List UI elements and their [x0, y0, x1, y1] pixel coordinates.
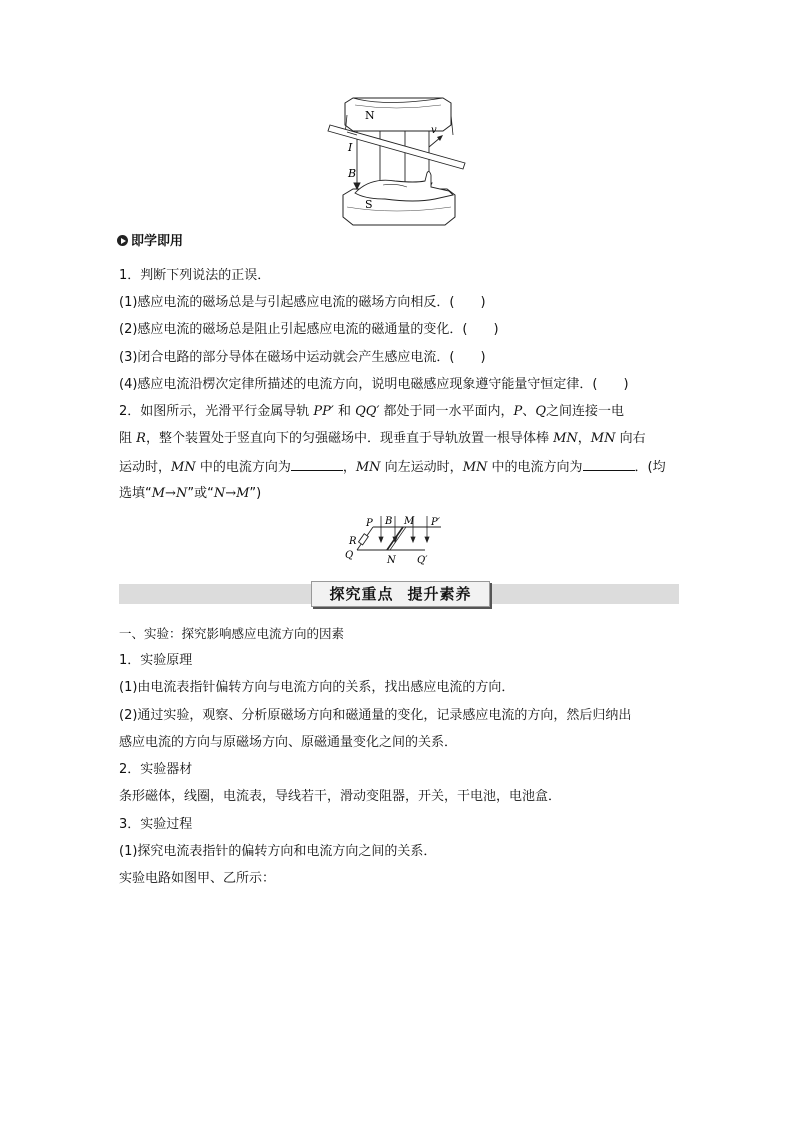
fig2-label-Q: Q — [345, 550, 354, 561]
label-B: B — [348, 167, 357, 180]
q1-item-1: (1)感应电流的磁场总是与引起感应电流的磁场方向相反．( ) — [119, 295, 486, 310]
section-banner-title: 探究重点 提升素养 — [311, 581, 490, 607]
answer-blank-2[interactable] — [583, 456, 635, 471]
part1-s1-2b: 感应电流的方向与原磁场方向、原磁通量变化之间的关系． — [119, 735, 458, 750]
label-I: I — [348, 141, 353, 154]
part1-s1: 1．实验原理 — [119, 653, 193, 668]
fig2-label-Pp: P′ — [431, 517, 440, 528]
q2-line-3: 运动时，MN 中的电流方向为 ，MN 向左运动时，MN 中的电流方向为 ．(均 — [119, 456, 666, 478]
part1-s3-1: (1)探究电流表指针的偏转方向和电流方向之间的关系． — [119, 844, 437, 859]
q1-item-4: (4)感应电流沿楞次定律所描述的电流方向，说明电磁感应现象遵守能量守恒定律．( ) — [119, 377, 629, 392]
fig2-label-R: R — [349, 536, 357, 547]
answer-blank-1[interactable] — [291, 456, 343, 471]
part1-s3: 3．实验过程 — [119, 817, 193, 832]
fig2-label-N: N — [387, 555, 396, 566]
label-S: S — [365, 198, 373, 211]
part1-s3-2: 实验电路如图甲、乙所示： — [119, 871, 276, 886]
q1-item-3: (3)闭合电路的部分导体在磁场中运动就会产生感应电流．( ) — [119, 350, 486, 365]
q1-intro: 1．判断下列说法的正误． — [119, 268, 271, 283]
q2-line-4: 选填“M→N”或“N→M”) — [119, 486, 262, 501]
q2-line-2: 阻 R，整个装置处于竖直向下的匀强磁场中．现垂直于导轨放置一根导体棒 MN，MN 向右 — [119, 431, 646, 446]
magnet-right-hand-figure — [325, 95, 470, 230]
part1-s1-2a: (2)通过实验，观察、分析原磁场方向和磁通量的变化，记录感应电流的方向，然后归纳出 — [119, 708, 632, 723]
part1-title: 一、实验：探究影响感应电流方向的因素 — [119, 626, 345, 641]
fig2-label-Qp: Q′ — [417, 555, 428, 566]
part1-s2-1: 条形磁体，线圈，电流表，导线若干，滑动变阻器，开关，干电池，电池盒． — [119, 789, 562, 804]
fig2-label-P: P — [366, 518, 373, 529]
q2-line-1: 2．如图所示，光滑平行金属导轨 PP′ 和 QQ′ 都处于同一水平面内，P、Q之间连接一电 — [119, 404, 624, 419]
section-heading: 即学即用 — [117, 233, 183, 251]
part1-s1-1: (1)由电流表指针偏转方向与电流方向的关系，找出感应电流的方向． — [119, 680, 515, 695]
label-N: N — [365, 109, 375, 122]
fig2-label-M: M — [404, 516, 415, 527]
q1-item-2: (2)感应电流的磁场总是阻止引起感应电流的磁通量的变化．( ) — [119, 322, 499, 337]
fig2-label-B: B — [385, 516, 393, 527]
part1-s2: 2．实验器材 — [119, 762, 193, 777]
label-v: v — [431, 125, 437, 136]
play-circle-icon — [117, 235, 128, 246]
parallel-rails-figure — [343, 512, 455, 572]
